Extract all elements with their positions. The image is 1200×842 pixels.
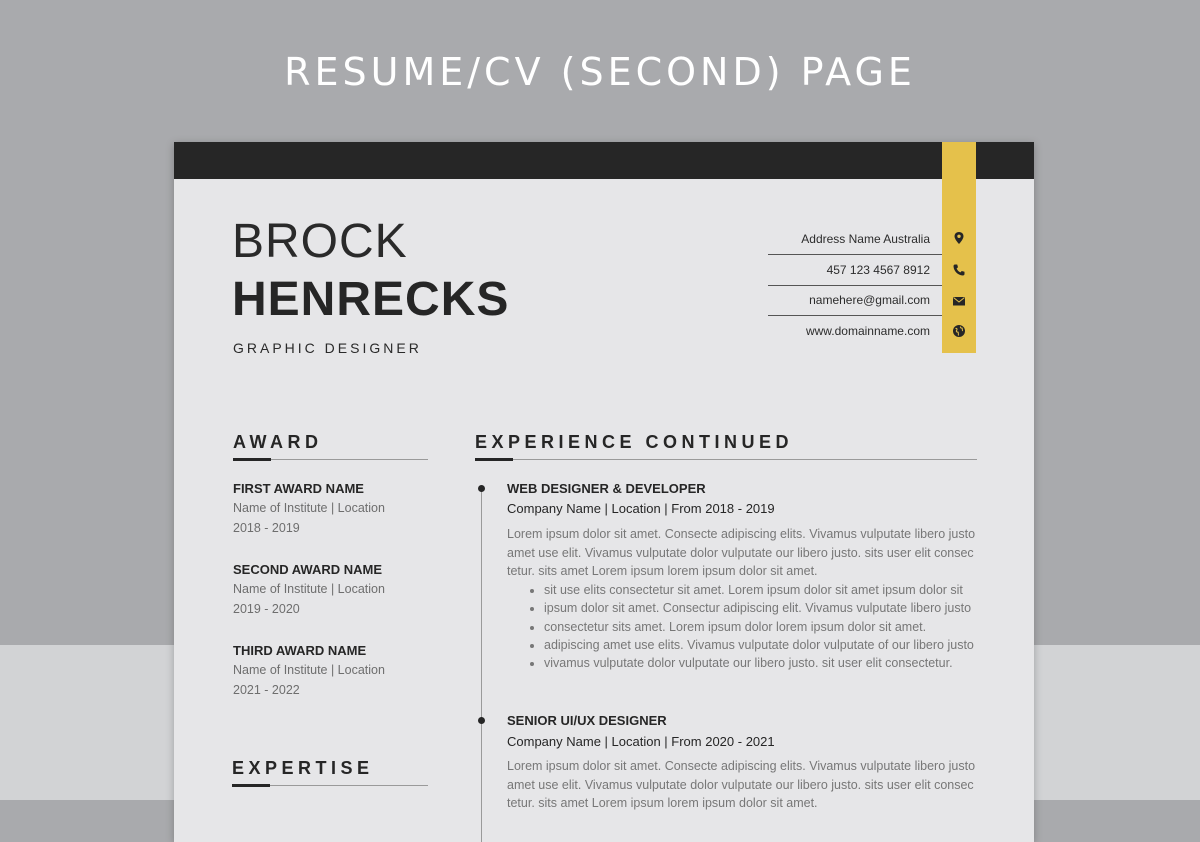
experience-heading-rule: [475, 459, 977, 460]
contact-row-website: [768, 316, 942, 346]
contact-email: namehere@gmail.com: [809, 293, 930, 307]
job-description: Lorem ipsum dolor sit amet. Consecte adipiscing elits. Vivamus vulputate libero justo amet use elit. Vivamus vulputate dolor vulputate our libero justo. sits user elit consec tetur. sits amet Lorem ipsum lorem ipsum dolor sit amet.: [507, 527, 976, 578]
award-heading-accent: [233, 458, 271, 461]
award-name: THIRD AWARD NAME: [233, 643, 367, 658]
expertise-heading: EXPERTISE: [232, 758, 374, 778]
contact-phone: 457 123 4567 8912: [826, 263, 930, 277]
job-bullets: [507, 581, 1024, 672]
award-years: 2021 - 2022: [233, 683, 300, 697]
job-role: WEB DESIGNER & DEVELOPER: [507, 481, 706, 496]
last-name: HENRECKS: [232, 273, 510, 326]
job-company: Company Name | Location | From 2020 - 2021: [507, 734, 775, 749]
contact-row-address: [768, 224, 942, 255]
job-bullet: • consectetur sits amet. Lorem ipsum dolor lorem ipsum dolor sit amet.: [544, 618, 1024, 636]
globe-icon: [952, 324, 966, 338]
contact-website: www.domainname.com: [805, 324, 930, 338]
page-banner: RESUME/CV (SECOND) PAGE: [284, 50, 916, 94]
job-description: Lorem ipsum dolor sit amet. Consecte adipiscing elits. Vivamus vulputate libero justo amet use elit. Vivamus vulputate dolor vulputate our libero justo. sits user elit consec tetur. sits amet Lorem ipsum lorem ipsum dolor sit amet.: [507, 759, 976, 810]
award-institute: Name of Institute | Location: [233, 582, 385, 596]
contact-address: Address Name Australia: [801, 232, 930, 246]
location-pin-icon: [952, 231, 966, 245]
job-bullet: • adipiscing amet use elits. Vivamus vulputate dolor vulputate of our libero justo: [544, 636, 1024, 654]
experience-timeline: [481, 488, 482, 842]
job-title: GRAPHIC DESIGNER: [233, 340, 422, 356]
award-name: FIRST AWARD NAME: [233, 481, 364, 496]
experience-heading: EXPERIENCE CONTINUED: [475, 432, 794, 452]
timeline-dot: [478, 717, 485, 724]
award-years: 2019 - 2020: [233, 602, 300, 616]
award-institute: Name of Institute | Location: [233, 501, 385, 515]
award-heading: AWARD: [233, 432, 323, 452]
job-bullet: • vivamus vulputate dolor vulputate our libero justo. sit user elit consectetur.: [544, 654, 1024, 672]
timeline-dot: [478, 485, 485, 492]
award-years: 2018 - 2019: [233, 521, 300, 535]
experience-heading-accent: [475, 458, 513, 461]
contact-row-phone: [768, 255, 942, 286]
award-institute: Name of Institute | Location: [233, 663, 385, 677]
job-company: Company Name | Location | From 2018 - 2019: [507, 501, 775, 516]
resume-sheet: [174, 142, 1034, 842]
phone-icon: [952, 263, 966, 277]
envelope-icon: [952, 294, 966, 308]
job-role: SENIOR UI/UX DESIGNER: [507, 713, 667, 728]
job-bullet: • ipsum dolor sit amet. Consectur adipiscing elit. Vivamus vulputate libero justo: [544, 599, 1024, 617]
contact-row-email: [768, 285, 942, 316]
job-bullet: • sit use elits consectetur sit amet. Lorem ipsum dolor sit amet ipsum dolor sit: [544, 581, 1024, 599]
expertise-heading-accent: [232, 784, 270, 787]
award-name: SECOND AWARD NAME: [233, 562, 383, 577]
top-bar: [174, 142, 1034, 179]
first-name: BROCK: [232, 215, 408, 268]
accent-strip: [942, 142, 976, 353]
